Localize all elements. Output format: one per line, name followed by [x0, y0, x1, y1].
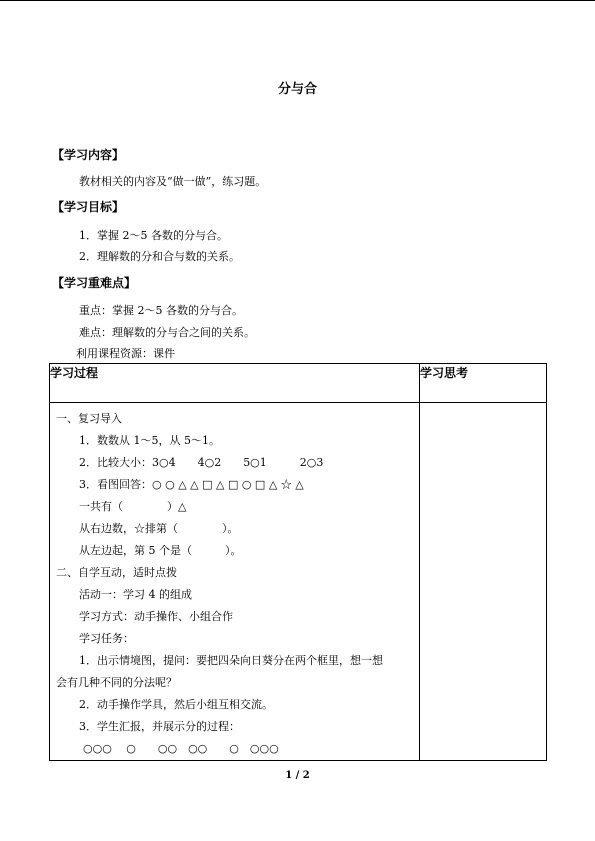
content-text: 教材相关的内容及“做一做”，练习题。 — [79, 175, 267, 188]
section-heading-content: 【学习内容】 — [52, 148, 125, 162]
section-heading-key-points: 【学习重难点】 — [52, 276, 137, 290]
goal-item: 1．掌握 2～5 各数的分与合。 — [79, 229, 228, 242]
process-line: 1．出示情境图，提问：要把四朵向日葵分在两个框里，想一想 — [79, 654, 383, 667]
process-line: 一共有（ ）△ — [79, 500, 187, 513]
process-line: 学习方式：动手操作、小组合作 — [79, 610, 233, 623]
thinking-cell — [420, 403, 547, 761]
process-line: 3．学生汇报，并展示分的过程： — [79, 720, 240, 733]
section-heading-goals: 【学习目标】 — [52, 200, 125, 214]
process-line: 一、复习导入 — [56, 412, 122, 425]
resources-text: 利用课程资源：课件 — [76, 347, 175, 360]
process-line: 2．比较大小：3○4 4○2 5○1 2○3 — [79, 456, 324, 469]
process-line: 从左边起，第 5 个是（ ）。 — [79, 544, 242, 557]
process-line: 会有几种不同的分法呢？ — [56, 676, 177, 689]
process-cell — [50, 403, 420, 761]
process-line: ○○○ ○ ○○ ○○ ○ ○○○ — [83, 742, 279, 755]
process-line: 3．看图回答：○ ○ △ △ □ △ □ ○ □ △ ☆ △ — [79, 478, 304, 491]
process-line: 1．数数从 1～5，从 5～1。 — [79, 434, 220, 447]
key-point-item: 难点：理解数的分与合之间的关系。 — [79, 326, 255, 339]
process-line: 从右边数，☆排第（ ）。 — [79, 522, 239, 535]
process-line: 活动一：学习 4 的组成 — [79, 588, 192, 601]
page-title: 分与合 — [277, 82, 317, 97]
goal-item: 2．理解数的分和合与数的关系。 — [79, 250, 240, 263]
header-process: 学习过程 — [50, 364, 420, 403]
key-point-item: 重点：掌握 2～5 各数的分与合。 — [79, 304, 243, 317]
top-rule — [0, 0, 595, 1]
process-line: 二、自学互动，适时点拨 — [56, 566, 177, 579]
header-thinking: 学习思考 — [420, 364, 547, 403]
process-table — [49, 363, 547, 761]
page-number: 1 / 2 — [285, 770, 310, 781]
process-line: 学习任务： — [79, 632, 134, 645]
process-line: 2．动手操作学具，然后小组互相交流。 — [79, 698, 273, 711]
